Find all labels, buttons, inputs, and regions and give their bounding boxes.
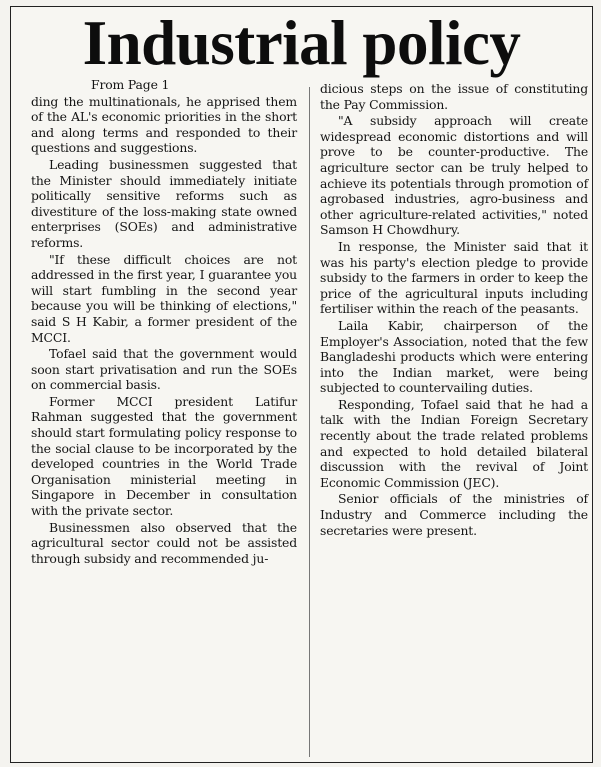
paragraph: Businessmen also observed that the agricultural sector could not be assisted through subsidy and recommended ju- xyxy=(31,519,297,566)
paragraph: Tofael said that the government would soon start privatisation and run the SOEs on commercial basis. xyxy=(31,346,297,393)
column-divider xyxy=(309,87,310,757)
paragraph: "A subsidy approach will create widespread economic distortions and will prove to be counter-productive. The agriculture sector can be truly helped to achieve its potentials through promotion of agrobased industries, agro-business and other agriculture-related activities," noted Samson H Chowdhury. xyxy=(320,113,588,238)
newspaper-clipping xyxy=(10,6,593,763)
paragraph: ding the multinationals, he apprised them of the AL's economic priorities in the short and along terms and responded to their questions and suggestions. xyxy=(31,93,297,156)
paragraph: Former MCCI president Latifur Rahman suggested that the government should start formulating policy response to the social clause to be incorporated by the developed countries in the World Trade Organisation ministerial meeting in Singapore in December in consultation with the private sector. xyxy=(31,393,297,519)
paragraph: Senior officials of the ministries of Industry and Commerce including the secretaries were present. xyxy=(320,491,588,538)
paragraph: dicious steps on the issue of constituting the Pay Commission. xyxy=(320,81,588,112)
paragraph: In response, the Minister said that it was his party's election pledge to provide subsidy to the farmers in order to keep the price of the agricultural inputs including fertiliser within the reach of the peasants. xyxy=(320,238,588,317)
paragraph: Laila Kabir, chairperson of the Employer's Association, noted that the few Bangladeshi products which were entering into the Indian market, were being subjected to countervailing duties. xyxy=(320,317,588,396)
paragraph: Responding, Tofael said that he had a talk with the Indian Foreign Secretary recently about the trade related problems and expected to hold detailed bilateral discussion with the revival of Joint Economic Commission (JEC). xyxy=(320,396,588,490)
paragraph: "If these difficult choices are not addressed in the first year, I guarantee you will start fumbling in the second year because you will be thinking of elections," said S H Kabir, a former president of the MCCI. xyxy=(31,251,297,345)
left-column xyxy=(31,77,297,567)
headline: Industrial policy xyxy=(82,8,521,78)
dateline: From Page 1 xyxy=(91,77,170,92)
right-column xyxy=(320,81,588,539)
paragraph: Leading businessmen suggested that the Minister should immediately initiate politically sensitive reforms such as divestiture of the loss-making state owned enterprises (SOEs) and administrative reforms. xyxy=(31,156,297,250)
